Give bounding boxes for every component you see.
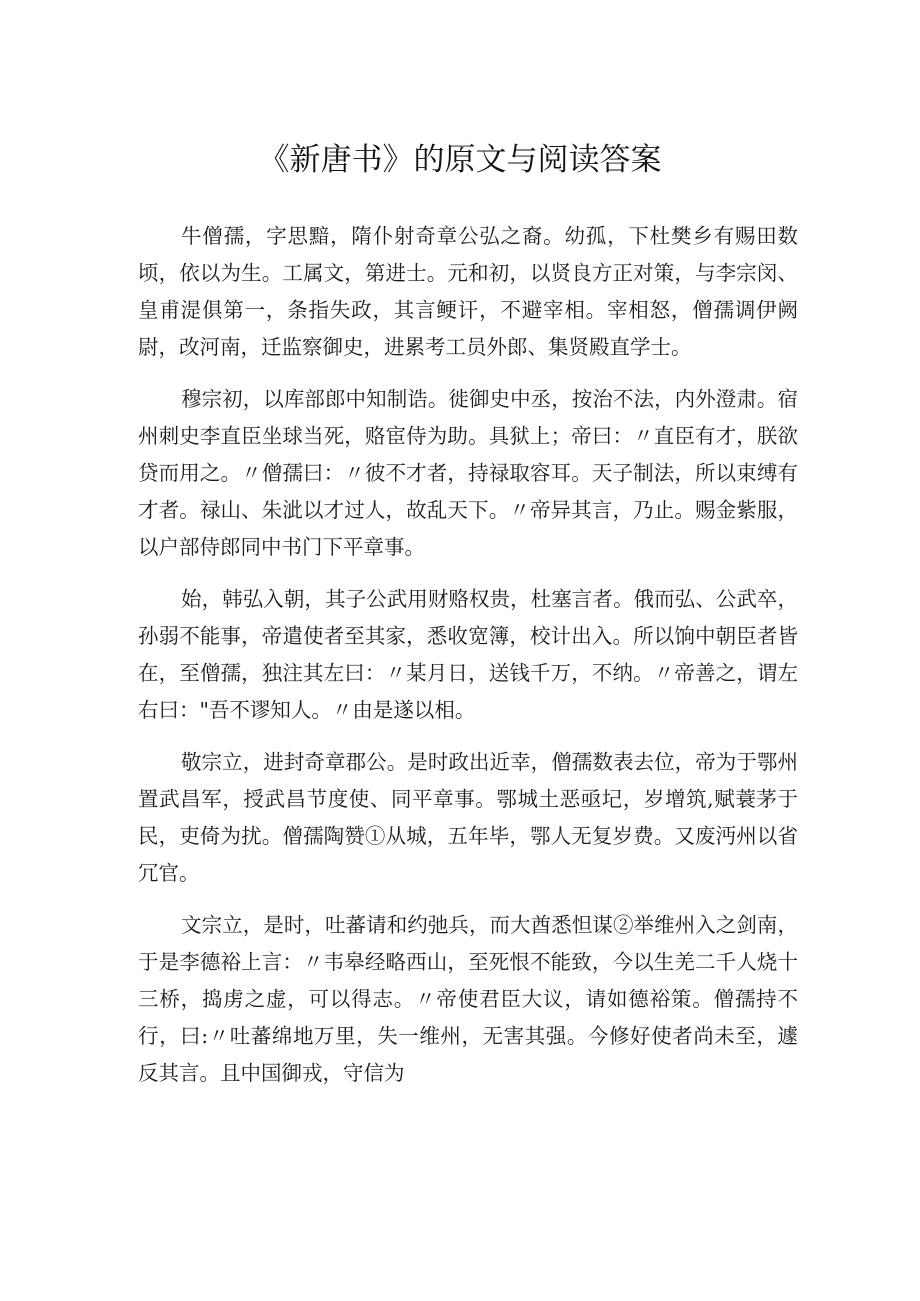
paragraph-4: 敬宗立，进封奇章郡公。是时政出近幸，僧孺数表去位，帝为于鄂州置武昌军，授武昌节度使、同平章事。鄂城土恶亟圮，岁增筑,赋蓑茅于民，吏倚为扰。僧孺陶赞①从城，五年毕，鄂人无复岁费。又废沔州以省冗官。 (138, 750, 798, 885)
document-title: 《新唐书》的原文与阅读答案 (258, 142, 662, 178)
paragraph-3: 始，韩弘入朝，其子公武用财赂权贵，杜塞言者。俄而弘、公武卒，孙弱不能事，帝遣使者至其家，悉收宽簿，校计出入。所以饷中朝臣者皆在，至僧孺，独注其左曰：〃某月日，送钱千万，不纳。〃帝善之，谓左右曰："吾不谬知人。〃由是遂以相。 (138, 587, 798, 722)
document-body (138, 218, 798, 1107)
paragraph-1: 牛僧孺，字思黯，隋仆射奇章公弘之裔。幼孤，下杜樊乡有赐田数顷，依以为生。工属文，第进士。元和初，以贤良方正对策，与李宗闵、皇甫湜俱第一，条指失政，其言鲠讦，不避宰相。宰相怒，僧孺调伊阙尉，改河南，迁监察御史，进累考工员外郎、集贤殿直学士。 (138, 224, 798, 359)
paragraph-5: 文宗立，是时，吐蕃请和约弛兵，而大酋悉怛谋②举维州入之剑南，于是李德裕上言：〃韦皋经略西山，至死恨不能致，今以生羌二千人烧十三桥，捣虏之虚，可以得志。〃帝使君臣大议，请如德裕策。僧孺持不行，曰:〃吐蕃绵地万里，失一维州，无害其强。今修好使者尚未至，遽反其言。且中国御戎，守信为 (138, 913, 798, 1085)
paragraph-2: 穆宗初，以库部郎中知制诰。徙御史中丞，按治不法，内外澄肃。宿州刺史李直臣坐球当死，赂宦侍为助。具狱上；帝曰：〃直臣有才，朕欲贷而用之。〃僧孺曰：〃彼不才者，持禄取容耳。天子制法，所以束缚有才者。禄山、朱泚以才过人，故乱天下。〃帝异其言，乃止。赐金紫服，以户部侍郎同中书门下平章事。 (138, 387, 798, 559)
